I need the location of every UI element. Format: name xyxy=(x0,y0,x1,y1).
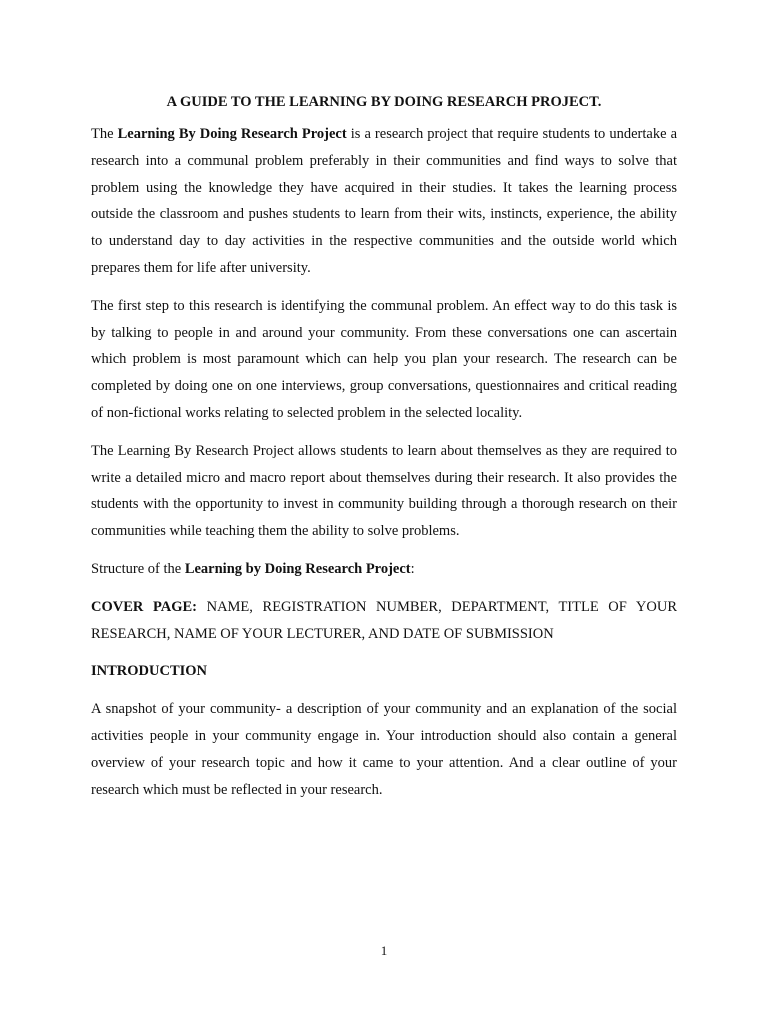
introduction-heading xyxy=(91,658,677,685)
introduction-heading-text: INTRODUCTION xyxy=(91,663,208,680)
document-title: A GUIDE TO THE LEARNING BY DOING RESEARCH PROJECT. xyxy=(166,94,602,110)
project-name-bold: Learning By Doing Research Project xyxy=(117,126,347,142)
first-step-paragraph: The first step to this research is identifying the communal problem. An effect way to do this task is by talking to people in and around your community. From these conversations one can ascertain which problem is most paramount which can help you plan your research. The research can be completed by doing one on one interviews, group conversations, questionnaires and critical reading of non-fictional works relating to selected problem in the selected locality. xyxy=(91,297,677,421)
intro-lead: The xyxy=(91,126,118,142)
structure-tail: : xyxy=(410,560,415,577)
page-content xyxy=(91,92,677,814)
cover-page-label: COVER PAGE: xyxy=(91,598,197,615)
structure-lead: Structure of the xyxy=(91,560,185,577)
cover-page-text: NAME, REGISTRATION NUMBER, DEPARTMENT, TITLE OF YOUR RESEARCH, NAME OF YOUR LECTURER, AND DATE OF SUBMISSION xyxy=(91,598,677,642)
structure-bold: Learning by Doing Research Project xyxy=(184,560,411,577)
introduction-paragraph: A snapshot of your community- a description of your community and an explanation of the social activities people in your community engage in. Your introduction should also contain a general overview of your research topic and how it came to your attention. And a clear outline of your research which must be reflected in your research. xyxy=(91,701,677,798)
learning-outcomes-paragraph: The Learning By Research Project allows students to learn about themselves as they are required to write a detailed micro and macro report about themselves during their research. It also provides the students with the opportunity to invest in community building through a thorough research on their communities while teaching them the ability to solve problems. xyxy=(91,442,677,540)
page-number: 1 xyxy=(380,943,388,958)
intro-paragraph xyxy=(91,121,677,282)
structure-line xyxy=(91,556,677,583)
cover-page-line xyxy=(91,594,677,648)
intro-rest: is a research project that require students to undertake a research into a communal problem preferably in their communities and find ways to solve that problem using the knowledge they have acquired in their studies. It takes the learning process outside the classroom and pushes students to learn from their wits, instincts, experience, the ability to understand day to day activities in the respective communities and the outside world which prepares them for life after university. xyxy=(91,126,678,276)
